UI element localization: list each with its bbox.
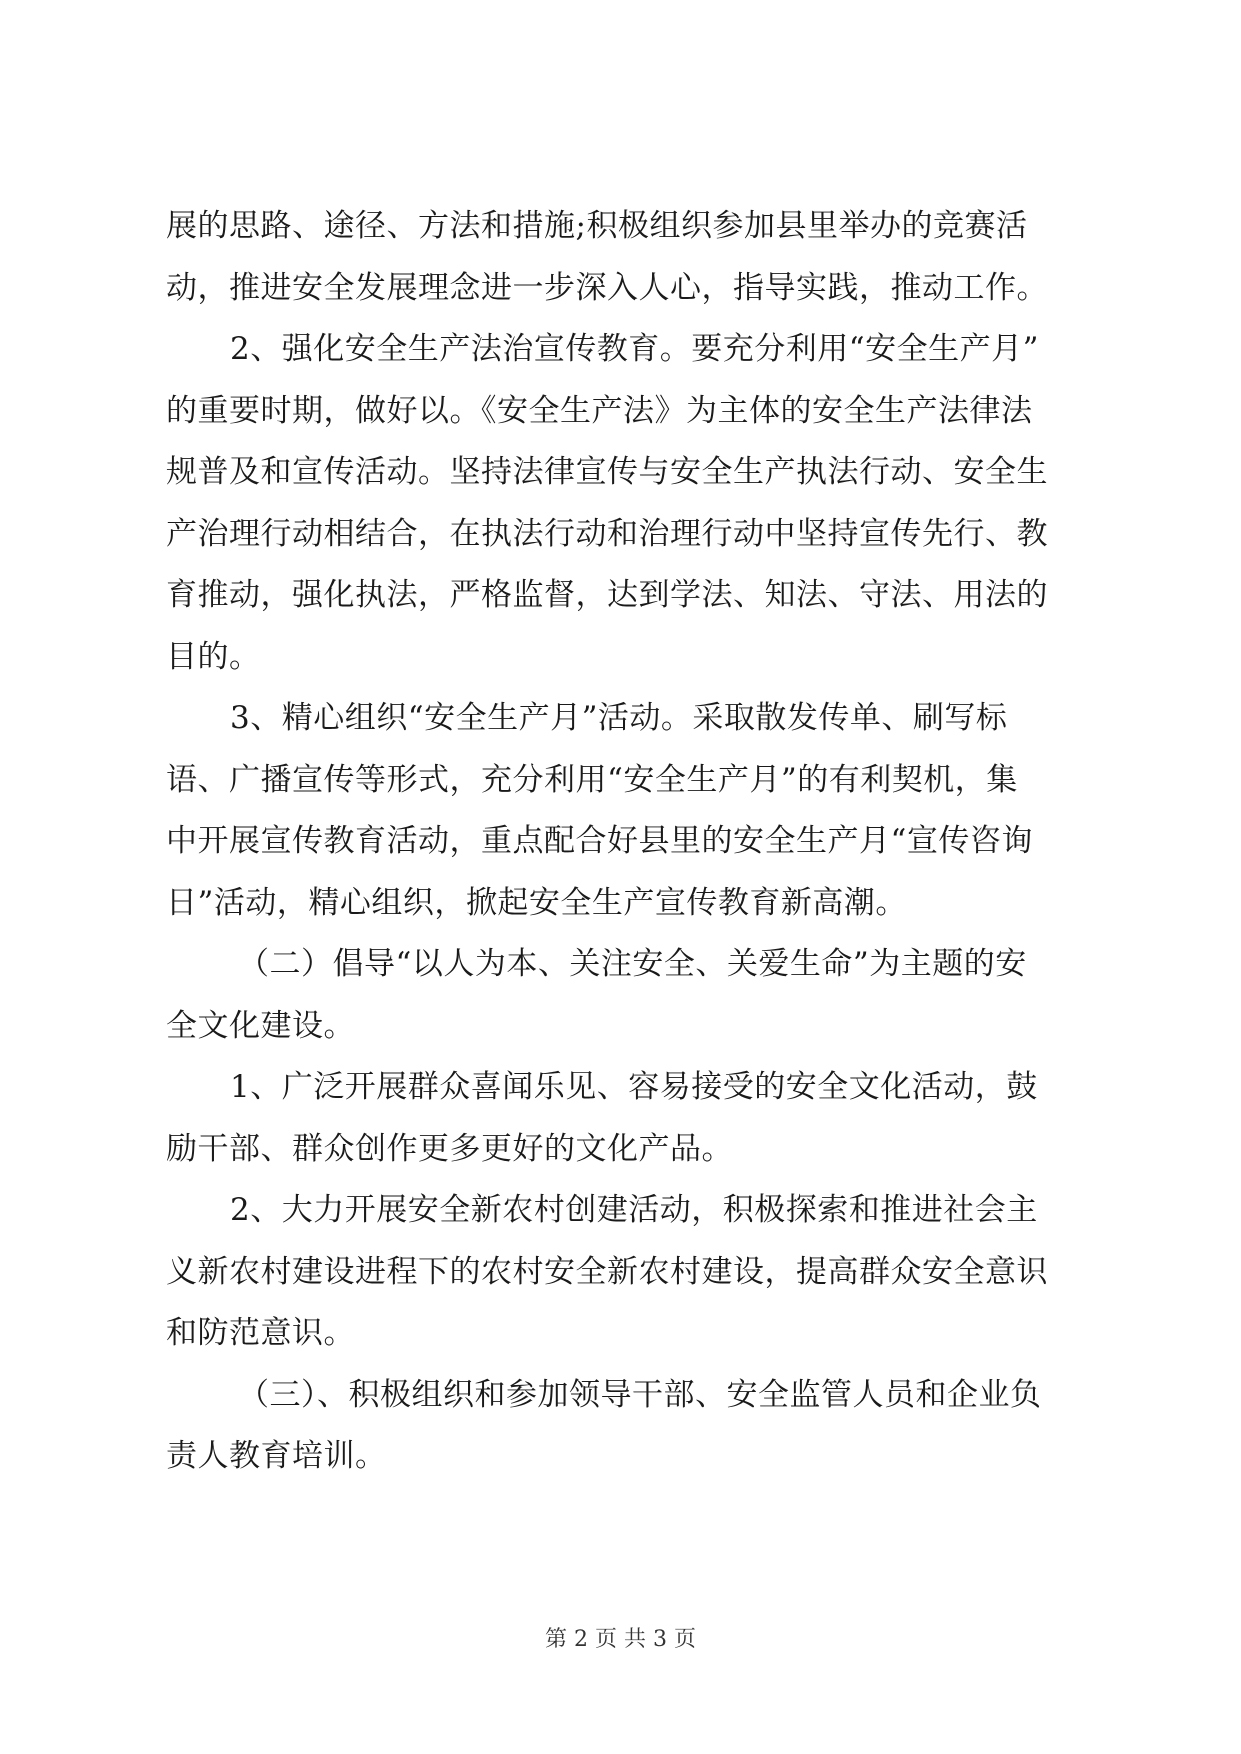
text-line: 展的思路、途径、方法和措施;积极组织参加县里举办的竞赛活	[166, 208, 1028, 244]
text-line: 和防范意识。	[166, 1315, 355, 1351]
text-line: （二）倡导“以人为本、关注安全、关爱生命”为主题的安	[238, 946, 1027, 982]
text-line: 励干部、群众创作更多更好的文化产品。	[166, 1130, 733, 1167]
text-line: 的重要时期，做好以。《安全生产法》为主体的安全生产法律法	[166, 392, 1033, 429]
text-line: 全文化建设。	[166, 1007, 355, 1044]
text-line: 2、强化安全生产法治宣传教育。要充分利用“安全生产月”	[230, 331, 1039, 367]
text-line: 中开展宣传教育活动，重点配合好县里的安全生产月“宣传咨询	[166, 823, 1033, 859]
text-line: 语、广播宣传等形式，充分利用“安全生产月”的有利契机，集	[166, 761, 1018, 798]
text-line: 育推动，强化执法，严格监督，达到学法、知法、守法、用法的	[166, 577, 1048, 613]
text-line: 产治理行动相结合，在执法行动和治理行动中坚持宣传先行、教	[166, 515, 1048, 552]
text-line: 3、精心组织“安全生产月”活动。采取散发传单、刷写标	[230, 700, 1008, 736]
text-line: 目的。	[166, 638, 261, 675]
text-line: 2、大力开展安全新农村创建活动，积极探索和推进社会主	[230, 1192, 1038, 1228]
text-line: 责人教育培训。	[166, 1438, 387, 1474]
text-line: 动，推进安全发展理念进一步深入人心，指导实践，推动工作。	[166, 269, 1048, 306]
text-line: 义新农村建设进程下的农村安全新农村建设，提高群众安全意识	[166, 1253, 1048, 1290]
text-line: 规普及和宣传活动。坚持法律宣传与安全生产执法行动、安全生	[166, 454, 1048, 490]
document-body	[166, 196, 1076, 1488]
text-line: 日”活动，精心组织，掀起安全生产宣传教育新高潮。	[166, 884, 907, 921]
page-number-footer: 第 2 页 共 3 页	[545, 1627, 696, 1652]
text-line: （三）、积极组织和参加领导干部、安全监管人员和企业负	[238, 1376, 1042, 1413]
text-line: 1、广泛开展群众喜闻乐见、容易接受的安全文化活动，鼓	[230, 1069, 1038, 1105]
